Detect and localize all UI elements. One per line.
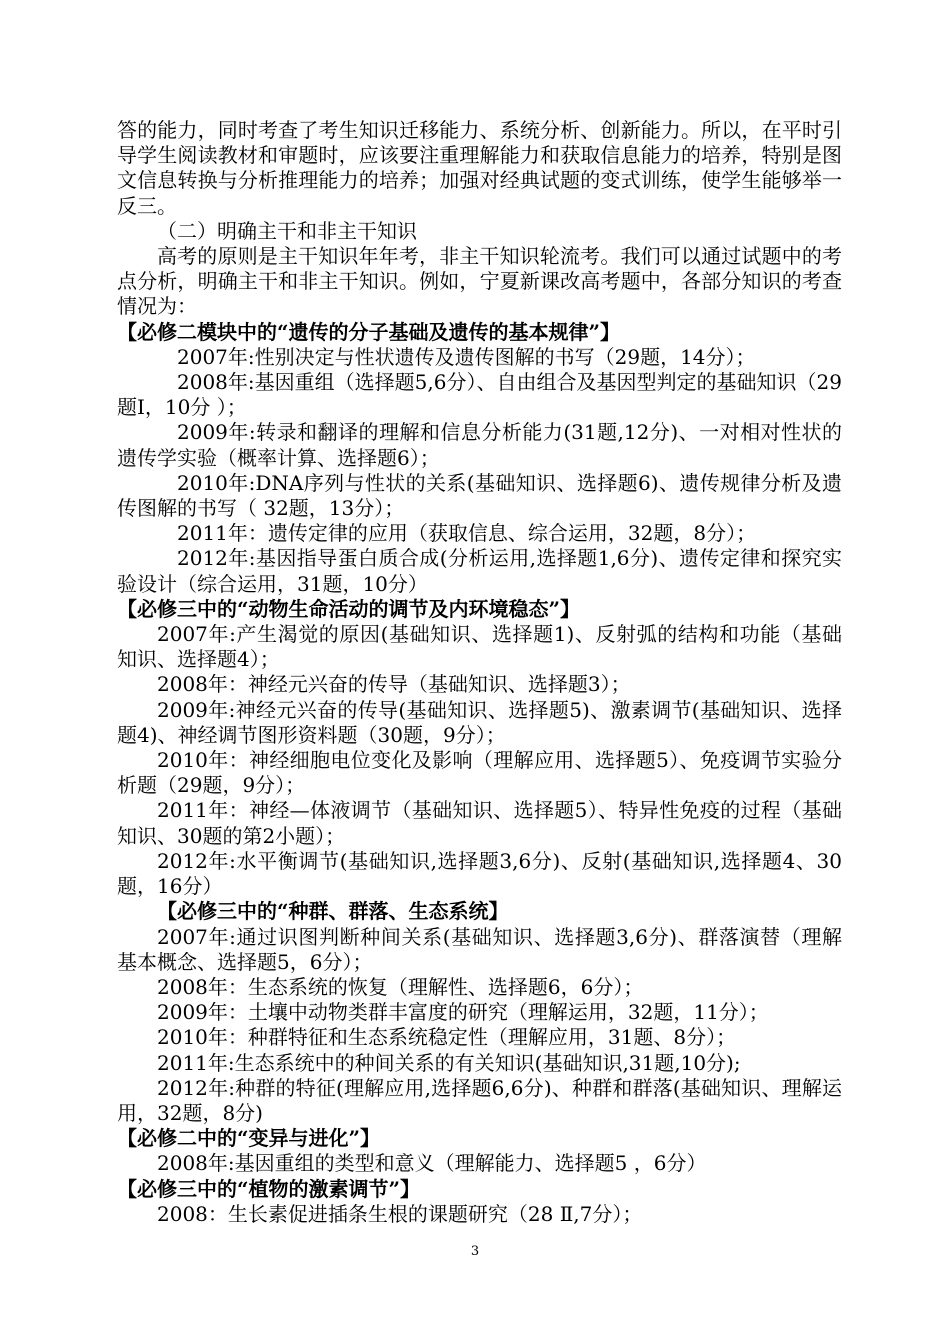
list-item: 2011年：神经—体液调节（基础知识、选择题5）、特异性免疫的过程（基础知识、30题的第2小题）；: [117, 798, 842, 848]
list-item: 2007年:性别决定与性状遗传及遗传图解的书写（29题，14分）；: [177, 344, 756, 369]
list-item: 2007年:产生渴觉的原因(基础知识、选择题1)、反射弧的结构和功能（基础知识、选择题4）；: [117, 622, 842, 672]
list-item: 2012年:水平衡调节(基础知识,选择题3,6分)、反射(基础知识,选择题4、30题，16分）: [117, 848, 842, 899]
section-heading: 【必修二中的“变异与进化”】: [117, 1126, 381, 1151]
list-item: 2008年：神经元兴奋的传导（基础知识、选择题3）；: [157, 672, 631, 697]
list-item: 2012年:基因指导蛋白质合成(分析运用,选择题1,6分)、遗传定律和探究实验设计（综合运用，31题，10分）: [117, 546, 842, 596]
list-item: 2011年:生态系统中的种间关系的有关知识(基础知识,31题,10分);: [157, 1050, 741, 1075]
list-item: 2009年:转录和翻译的理解和信息分析能力(31题,12分)、一对相对性状的遗传学实验（概率计算、选择题6）；: [117, 420, 842, 470]
list-item: 2011年：遗传定律的应用（获取信息、综合运用，32题，8分）；: [177, 521, 757, 546]
list-item: 2009年:神经元兴奋的传导(基础知识、选择题5)、激素调节(基础知识、选择题4)、神经调节图形资料题（30题，9分）；: [117, 697, 842, 747]
section-heading: 【必修二模块中的“遗传的分子基础及遗传的基本规律”】: [117, 319, 621, 344]
section-heading: 【必修三中的“植物的激素调节”】: [117, 1176, 421, 1201]
list-item: 2010年：神经细胞电位变化及影响（理解应用、选择题5）、免疫调节实验分析题（29题，9分）；: [117, 748, 842, 798]
list-item: 2009年：土壤中动物类群丰富度的研究（理解运用，32题，11分）；: [157, 1000, 769, 1025]
intro-paragraph: 答的能力，同时考查了考生知识迁移能力、系统分析、创新能力。所以，在平时引导学生阅读教材和审题时，应该要注重理解能力和获取信息能力的培养，特别是图文信息转换与分析推理能力的培养；加强对经典试题的变式训练，使学生能够举一反三。: [117, 118, 842, 218]
list-item: 2008年：生态系统的恢复（理解性、选择题6，6分）；: [157, 974, 644, 999]
subheading: （二）明确主干和非主干知识: [157, 218, 417, 243]
list-item: 2008：生长素促进插条生根的课题研究（28 Ⅱ,7分）；: [157, 1201, 643, 1226]
lead-paragraph: 高考的原则是主干知识年年考，非主干知识轮流考。我们可以通过试题中的考点分析，明确主干和非主干知识。例如，宁夏新课改高考题中，各部分知识的考查情况为：: [117, 244, 842, 319]
list-item: 2008年:基因重组的类型和意义（理解能力、选择题5 ，6分）: [157, 1151, 707, 1176]
list-item: 2012年:种群的特征(理解应用,选择题6,6分)、种群和群落(基础知识、理解运用，32题，8分): [117, 1075, 842, 1125]
list-item: 2010年:DNA序列与性状的关系(基础知识、选择题6)、遗传规律分析及遗传图解的书写（ 32题，13分）；: [117, 470, 842, 521]
section-heading: 【必修三中的“动物生命活动的调节及内环境稳态”】: [117, 596, 581, 621]
document-body: [117, 118, 842, 1227]
list-item: 2007年:通过识图判断种间关系(基础知识、选择题3,6分)、群落演替（理解基本概念、选择题5，6分）；: [117, 924, 842, 974]
page-number: 3: [470, 1244, 480, 1259]
section-heading: 【必修三中的“种群、群落、生态系统】: [157, 899, 509, 924]
list-item: 2008年:基因重组（选择题5,6分）、自由组合及基因型判定的基础知识（29题Ⅰ，10分 ）；: [117, 370, 842, 420]
list-item: 2010年：种群特征和生态系统稳定性（理解应用，31题、8分）；: [157, 1025, 737, 1050]
